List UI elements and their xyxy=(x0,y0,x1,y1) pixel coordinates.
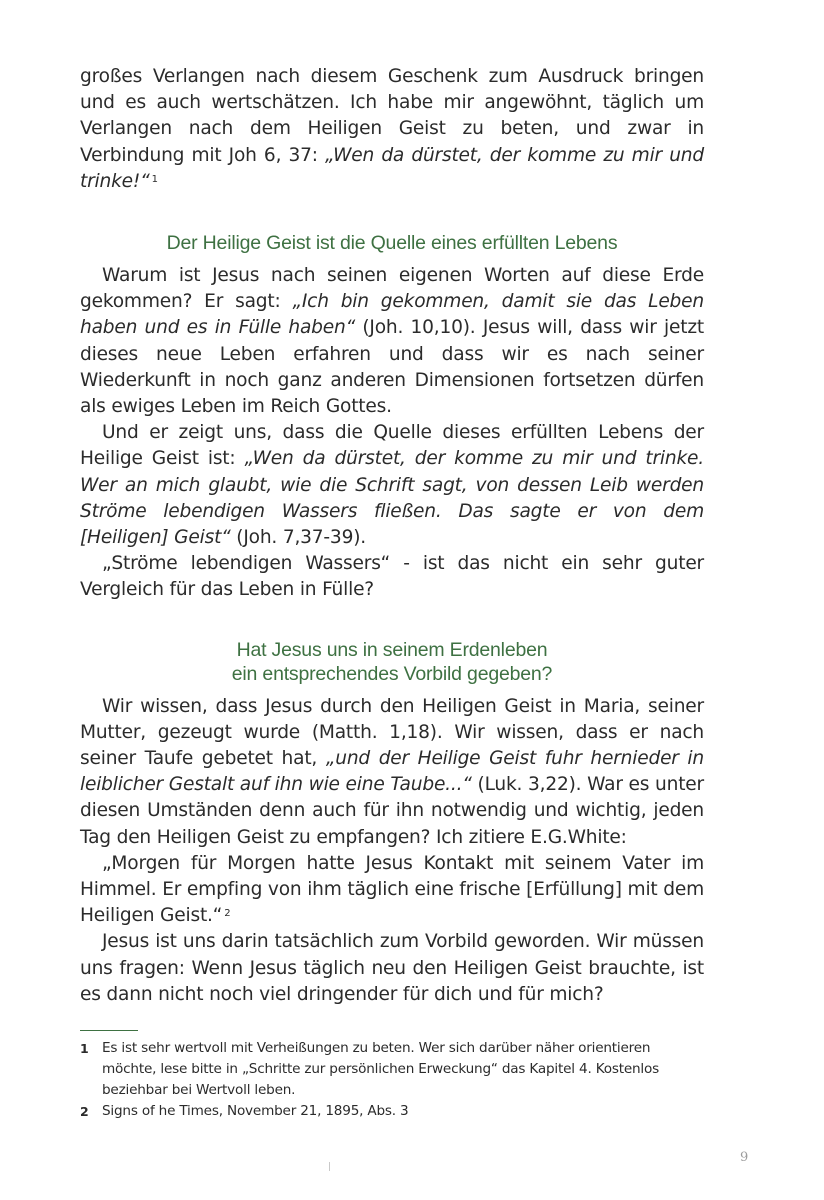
intro-paragraph xyxy=(80,64,704,195)
intro-quote: „Wen da dürstet, der komme zu mir und trinke!“ xyxy=(80,144,704,192)
section1-paragraph-1 xyxy=(80,263,704,420)
section1-p1-text-end: (Joh. 10,10). Jesus will, dass wir jetzt dieses neue Leben erfahren und dass wir es nach seiner Wiederkunft in noch ganz anderen Dimensionen fortsetzen dürfen als ewiges Leben im Reich Gottes. xyxy=(80,317,704,418)
footnote-divider xyxy=(80,1030,138,1031)
section2-p2-quote: „Morgen für Morgen hatte Jesus Kontakt mit seinem Vater im Himmel. Er empfing von ihm täglich eine frische [Erfüllung] mit dem Heiligen Geist.“ xyxy=(80,852,704,927)
footnote-2 xyxy=(80,1101,704,1122)
section-heading-1: Der Heilige Geist ist die Quelle eines erfüllten Lebens xyxy=(166,232,618,255)
footnotes xyxy=(80,1038,704,1122)
footnote-1 xyxy=(80,1038,704,1101)
section1-p2-text-end: (Joh. 7,37-39). xyxy=(230,527,366,549)
section1-p1-text: Warum ist Jesus nach seinen eigenen Worten auf diese Erde gekommen? Er sagt: xyxy=(80,265,704,313)
section2-p1-quote: „und der Heilige Geist fuhr hernieder in leiblicher Gestalt auf ihn wie eine Taube...“ xyxy=(80,748,704,796)
footnote-ref-1[interactable]: 1 xyxy=(151,173,158,185)
section2-p1-text-end: (Luk. 3,22). War es unter diesen Umständen denn auch für ihn notwendig und wichtig, jeden Tag den Heiligen Geist zu empfangen? Ich zitiere E.G.White: xyxy=(80,774,704,848)
section2-p1-text: Wir wissen, dass Jesus durch den Heiligen Geist in Maria, seiner Mutter, gezeugt wurde (Matth. 1,18). Wir wissen, dass er nach seiner Taufe gebetet hat, xyxy=(80,695,704,770)
section1-p2-quote: „Wen da dürstet, der komme zu mir und trinke. Wer an mich glaubt, wie die Schrift sagt, von dessen Leib werden Ströme lebendigen Wassers fließen. Das sagte er von dem [Heiligen] Geist“ xyxy=(80,448,704,549)
section-heading-2 xyxy=(80,638,704,686)
intro-text: großes Verlangen nach diesem Geschenk zum Ausdruck bringen und es auch wertschätzen. Ich habe mir angewöhnt, täglich um Verlangen nach dem Heiligen Geist zu beten, und zwar in Verbindung mit Joh 6, 37: xyxy=(80,66,704,166)
section-heading-2-line-1: Hat Jesus uns in seinem Erdenleben xyxy=(236,638,548,661)
footnote-number: 1 xyxy=(80,1041,89,1056)
footnote-text: Signs of he Times, November 21, 1895, Abs. 3 xyxy=(102,1103,409,1119)
section1-p1-quote: „Ich bin gekommen, damit sie das Leben haben und es in Fülle haben“ xyxy=(80,291,704,339)
footnote-number: 2 xyxy=(80,1104,89,1119)
page-mark xyxy=(329,1162,330,1171)
section-heading-2-line-2: ein entsprechendes Vorbild gegeben? xyxy=(231,662,553,685)
page-body xyxy=(80,64,704,1008)
section2-paragraph-2 xyxy=(80,851,704,930)
section2-paragraph-3: Jesus ist uns darin tatsächlich zum Vorbild geworden. Wir müssen uns fragen: Wenn Jesus täglich neu den Heiligen Geist brauchte, ist es dann nicht noch viel dringender für dich und für mich? xyxy=(80,931,704,1005)
section1-paragraph-3: „Ströme lebendigen Wassers“ - ist das nicht ein sehr guter Vergleich für das Leben in Fülle? xyxy=(80,553,704,601)
footnote-text: Es ist sehr wertvoll mit Verheißungen zu beten. Wer sich darüber näher orientieren möchte, lese bitte in „Schritte zur persönlichen Erweckung“ das Kapitel 4. Kostenlos beziehbar bei Wertvoll leben. xyxy=(102,1040,660,1098)
page-number: 9 xyxy=(740,1150,749,1165)
section1-p2-text: Und er zeigt uns, dass die Quelle dieses erfüllten Lebens der Heilige Geist ist: xyxy=(80,422,704,470)
section2-paragraph-1 xyxy=(80,694,704,851)
footnote-ref-2[interactable]: 2 xyxy=(224,908,231,920)
section1-paragraph-2 xyxy=(80,420,704,551)
